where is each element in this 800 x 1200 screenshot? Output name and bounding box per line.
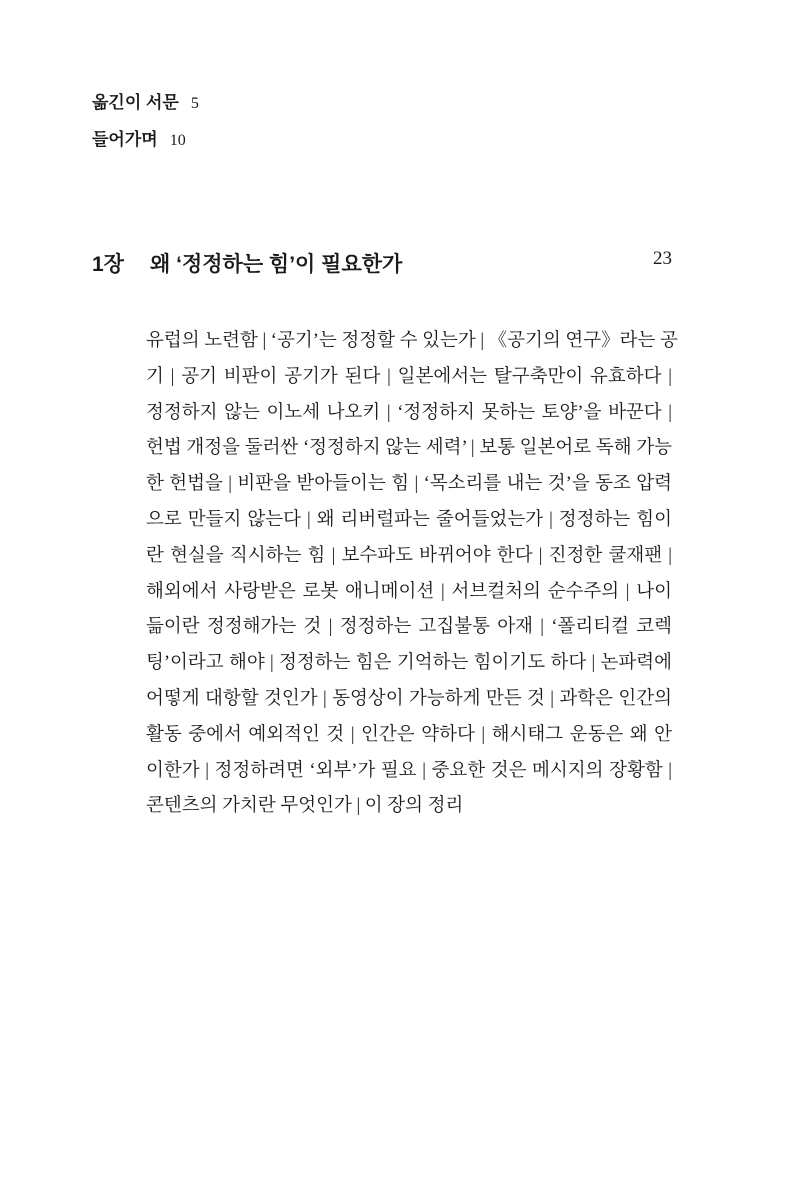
section-line: 정정하지 않는 이노세 나오키 | ‘정정하지 못하는 토양’을 바꾼다 | — [146, 402, 672, 423]
section-line: 어떻게 대항할 것인가 | 동영상이 가능하게 만든 것 | 과학은 인간의 — [146, 688, 672, 709]
chapter-title: 왜 ‘정정하는 힘’이 필요한가 — [150, 253, 403, 276]
chapter-section-list — [146, 324, 678, 825]
toc-entry-title: 들어가며 — [92, 130, 158, 149]
chapter-heading — [92, 248, 672, 278]
section-line: 활동 중에서 예외적인 것 | 인간은 약하다 | 해시태그 운동은 왜 안 — [146, 724, 672, 745]
section-line: 해외에서 사랑받은 로봇 애니메이션 | 서브컬처의 순수주의 | 나이 — [146, 581, 672, 602]
toc-entry-title: 옮긴이 서문 — [92, 93, 179, 112]
section-line: 콘텐츠의 가치란 무엇인가 | 이 장의 정리 — [146, 796, 464, 817]
section-line: 헌법 개정을 둘러싼 ‘정정하지 않는 세력’ | 보통 일본어로 독해 가능 — [146, 438, 672, 459]
section-line: 란 현실을 직시하는 힘 | 보수파도 바뀌어야 한다 | 진정한 쿨재팬 | — [146, 545, 672, 566]
toc-entry-page: 5 — [190, 95, 199, 112]
section-line: 듦이란 정정해가는 것 | 정정하는 고집불통 아재 | ‘폴리티컬 코렉 — [146, 617, 672, 638]
section-line: 으로 만들지 않는다 | 왜 리버럴파는 줄어들었는가 | 정정하는 힘이 — [146, 509, 672, 530]
chapter-page: 23 — [653, 248, 672, 269]
toc-entry-introduction — [92, 125, 186, 150]
toc-entry-page: 10 — [169, 132, 186, 149]
section-line: 기 | 공기 비판이 공기가 된다 | 일본에서는 탈구축만이 유효하다 | — [146, 366, 672, 387]
section-line: 유럽의 노련함 | ‘공기’는 정정할 수 있는가 | 《공기의 연구》라는 공 — [146, 331, 678, 351]
section-line: 팅’이라고 해야 | 정정하는 힘은 기억하는 힘이기도 하다 | 논파력에 — [146, 653, 672, 674]
toc-entry-translator-preface — [92, 88, 199, 113]
chapter-number: 1장 — [92, 253, 124, 276]
section-line: 이한가 | 정정하려면 ‘외부’가 필요 | 중요한 것은 메시지의 장황함 | — [146, 760, 672, 781]
section-line: 한 헌법을 | 비판을 받아들이는 힘 | ‘목소리를 내는 것’을 동조 압력 — [146, 474, 672, 495]
